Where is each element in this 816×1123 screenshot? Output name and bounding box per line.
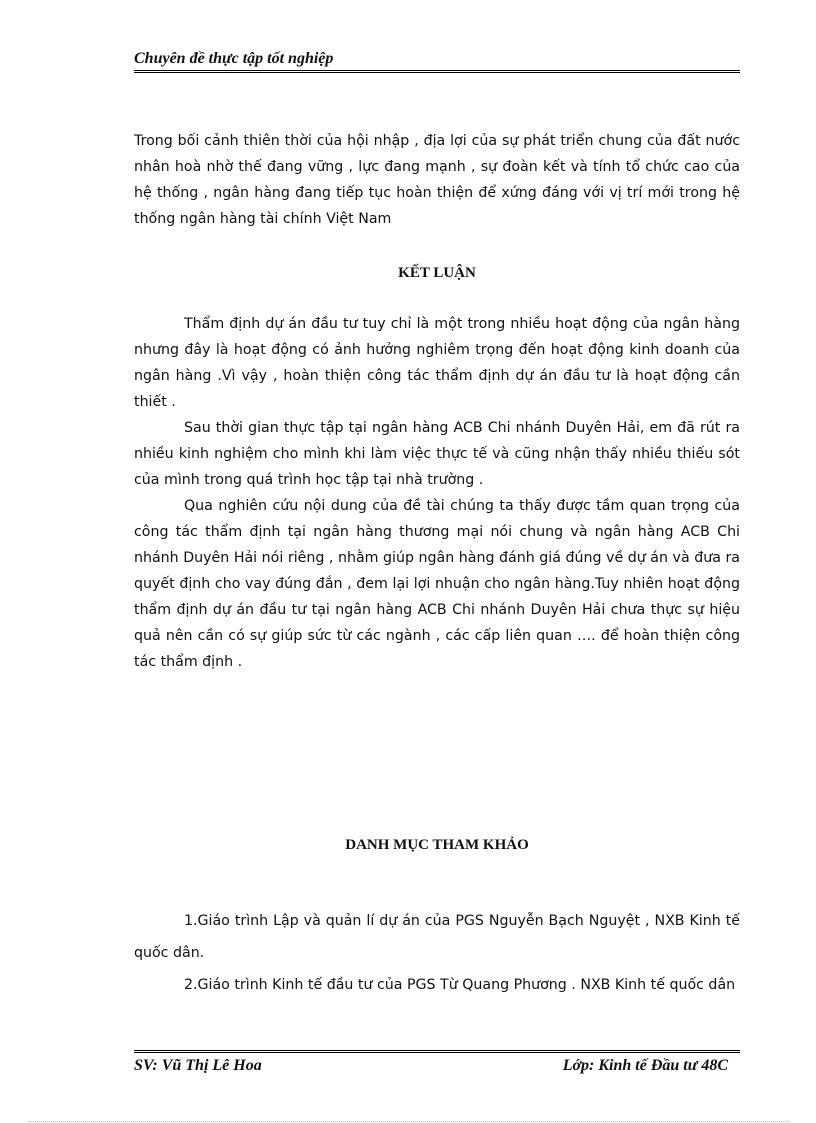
conclusion-paragraph: Thẩm định dự án đầu tư tuy chỉ là một trong nhiều hoạt động của ngân hàng nhưng đây là hoạt động có ảnh hưởng nghiêm trọng đến hoạt động kinh doanh của ngân hàng .Vì vậy , hoàn thiện công tác thẩm định dự án đầu tư là hoạt động cần thiết . [134, 316, 740, 410]
reference-item: 2.Giáo trình Kinh tế đầu tư của PGS Từ Quang Phương . NXB Kinh tế quốc dân [184, 977, 736, 993]
conclusion-paragraph: Qua nghiên cứu nội dung của đề tài chúng ta thấy được tầm quan trọng của công tác thẩm định tại ngân hàng thương mại nói chung và ngân hàng ACB Chi nhánh Duyên Hải nói riêng , nhằm giúp ngân hàng đánh giá đúng về dự án và đưa ra quyết định cho vay đúng đắn , đem lại lợi nhuận cho ngân hàng.Tuy nhiên hoạt động thẩm định dự án đầu tư tại ngân hàng ACB Chi nhánh Duyên Hải chưa thực sự hiệu quả nên cần có sự giúp sức từ các ngành , các cấp liên quan …. để hoàn thiện công tác thẩm định . [134, 498, 740, 670]
header-title: Chuyên đề thực tập tốt nghiệp [134, 50, 334, 67]
intro-paragraph: Trong bối cảnh thiên thời của hội nhập , địa lợi của sự phát triển chung của đất nước nhân hoà nhờ thế đang vững , lực đang mạnh , sự đoàn kết và tính tổ chức cao của hệ thống , ngân hàng đang tiếp tục hoàn thiện để xứng đáng với vị trí mới trong hệ thống ngân hàng tài chính Việt Nam [134, 133, 740, 227]
conclusion-heading: KẾT LUẬN [398, 265, 476, 281]
page-footer [134, 1050, 740, 1079]
footer-student: SV: Vũ Thị Lê Hoa [134, 1057, 262, 1074]
conclusion-paragraph: Sau thời gian thực tập tại ngân hàng ACB Chi nhánh Duyên Hải, em đã rút ra nhiều kinh nghiệm cho mình khi làm việc thực tế và cũng nhận thấy nhiều thiếu sót của mình trong quá trình học tập tại nhà trường . [134, 420, 740, 488]
page-header [134, 48, 740, 73]
references-list [134, 905, 740, 1001]
reference-item: 1.Giáo trình Lập và quản lí dự án của PGS Nguyễn Bạch Nguyệt , NXB Kinh tế quốc dân. [134, 913, 740, 961]
conclusion-body [134, 311, 740, 675]
references-heading: DANH MỤC THAM KHẢO [345, 837, 529, 853]
page-bottom-divider [28, 1121, 788, 1122]
footer-class: Lớp: Kinh tế Đầu tư 48C [562, 1057, 728, 1074]
